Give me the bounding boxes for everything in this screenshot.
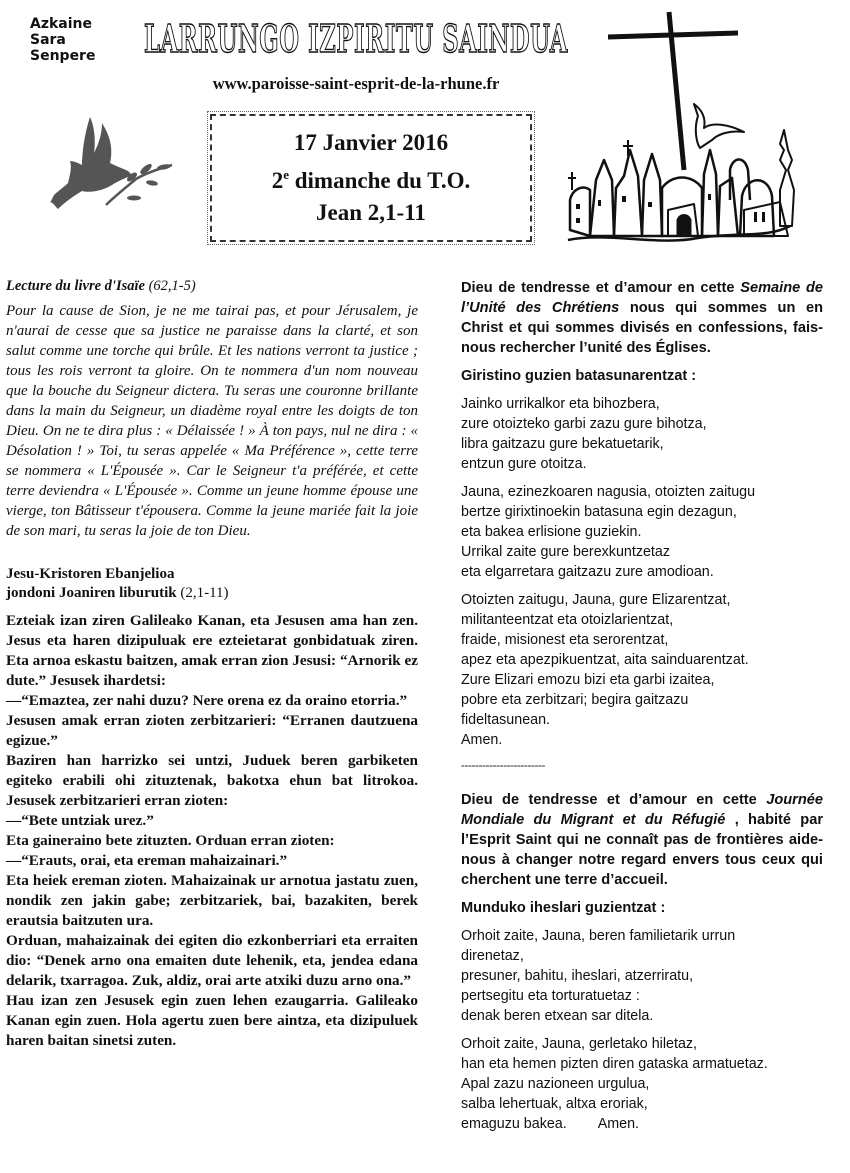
gospel-paragraph: —“Emaztea, zer nahi duzu? Nere orena ez da oraino etorria.” [6, 692, 408, 709]
migrants-intro-b: , habité par l’Esprit Saint qui ne connaît pas de frontières aide-nous à changer notre regard envers tous ceux qui cherchent une terre d’accueil. [461, 812, 823, 888]
masthead-text: LARRUNGO IZPIRITU SAINDUA [144, 16, 568, 61]
gospel-paragraph: Baziren han harrizko sei untzi, Juduek beren garbiketen egiteko erabili ohi zituztenak, bakotxa ehun bat litrokoa. Jesusek zerbitzarieri erran zioten: [6, 752, 418, 809]
unity-intro [461, 278, 823, 358]
prayer-line: Orhoit zaite, Jauna, gerletako hiletaz, [461, 1036, 698, 1052]
migrants-prayer-heading: Munduko iheslari guzientzat : [461, 900, 666, 916]
cross-city-icon [568, 0, 850, 270]
prayer-stanza [461, 482, 823, 582]
unity-intro-a: Dieu de tendresse et d’amour en cette [461, 280, 735, 296]
unity-intro-emphasis: Semaine de l’Unité des Chrétiens [461, 280, 823, 316]
prayer-stanza [461, 1034, 823, 1134]
village-name: Sara [30, 32, 66, 48]
migrants-intro-a: Dieu de tendresse et d’amour en cette [461, 792, 757, 808]
gospel-paragraph: Ezteiak izan ziren Galileako Kanan, eta Jesusen ama han zen. Jesus eta haren dizipuluak ere ezteietarat gonbidatuak ziren. Eta arnoa eskastu baitzen, amak erran zion Jesusi: “Arnorik ez dute.” Jesusek ihardetsi: [6, 612, 418, 689]
gospel-paragraph: Eta gaineraino bete zituzten. Orduan erran zioten: [6, 832, 335, 849]
gospel-paragraph: Orduan, mahaizainak dei egiten dio ezkonberriari eta erraiten dio: “Denek arno ona emaiten dute lehenik, eta, jendea edana delarik, txarragoa. Zuk, aldiz, orai arte atxiki duzu arno ona.” [6, 932, 418, 989]
gospel-paragraph: —“Bete untziak urez.” [6, 812, 154, 829]
prayer-line: Urrikal zaite gure berexkuntzetaz [461, 544, 670, 560]
gospel-paragraph: Hau izan zen Jesusek egin zuen lehen ezaugarria. Galileako Kanan egin zuen. Hola agertu zuen bere aintza, eta dizipuluek haren baitan sinetsi zuten. [6, 992, 418, 1049]
prayer-line: presuner, bahitu, iheslari, atzerriratu, [461, 968, 694, 984]
prayer-line: eta elgarretara gaitzazu zure amodioan. [461, 564, 714, 580]
sunday-number: 2 [271, 168, 284, 193]
prayer-line: denak beren etxean sar ditela. [461, 1008, 654, 1024]
first-reading-text: Pour la cause de Sion, je ne me tairai pas, et pour Jérusalem, je n'aurai de cesse que sa justice ne paraisse dans la clarté, et son salut comme une torche qui brûle. Et les nations verront ta justice ; tous les rois verront ta gloire. On te nommera d'un nom nouveau que la bouche du Seigneur dictera. Tu seras une couronne brillante dans la main du Seigneur, un diadème royal entre les doigts de ton Dieu. On ne te dira plus : « Délaissée ! » À ton pays, nul ne dira : « Désolation ! » Toi, tu seras appelée « Ma Préférence », cette terre se nommera « L'Épousée ». Car le Seigneur t'a préférée, et cette terre deviendra « L'Épousée ». Comme un jeune homme épouse une vierge, ton Bâtisseur t'épousera. Comme la jeune mariée fait la joie de son mari, tu seras la joie de ton Dieu. [6, 303, 418, 539]
prayer-line: Orhoit zaite, Jauna, beren familietarik urrun [461, 928, 736, 944]
gospel-subtitle [6, 584, 418, 603]
prayer-line: militanteentzat eta otoizlarientzat, [461, 612, 674, 628]
prayer-stanza [461, 394, 823, 474]
gospel-paragraph: —“Erauts, orai, eta ereman mahaizainari.” [6, 852, 288, 869]
gospel-text [6, 611, 418, 1051]
village-name: Senpere [30, 48, 96, 64]
date-text: 17 Janvier 2016 [293, 130, 449, 155]
prayer-line: Jainko urrikalkor eta bihozbera, [461, 396, 660, 412]
prayer-line: eta bakea erlisione guziekin. [461, 524, 642, 540]
prayer-line: salba lehertuak, altxa eroriak, [461, 1096, 648, 1112]
prayer-line: han eta hemen pizten diren gataska armatuetaz. [461, 1056, 768, 1072]
prayer-line: fideltasunean. [461, 712, 551, 728]
prayer-line: Jauna, ezinezkoaren nagusia, otoizten zaitugu [461, 484, 756, 500]
gospel-reference: Jean 2,1-11 [316, 200, 426, 225]
prayer-line: Amen. [461, 732, 503, 748]
first-reading-ref: (62,1-5) [148, 278, 196, 294]
prayer-line: direnetaz, [461, 948, 524, 964]
prayer-line: pobre eta zerbitzari; begira gaitzazu [461, 692, 689, 708]
right-column [461, 278, 823, 1142]
prayer-line: fraide, misionest eta serorentzat, [461, 632, 669, 648]
dove-icon [24, 105, 174, 225]
first-reading-heading [6, 278, 418, 295]
prayer-line: libra gaitzazu gure bekatuetarik, [461, 436, 664, 452]
left-column [6, 278, 418, 1051]
date-box [210, 114, 532, 242]
prayer-line: apez eta apezpikuentzat, aita sainduarentzat. [461, 652, 749, 668]
prayer-stanza [461, 926, 823, 1026]
prayer-line: Zure Elizari emozu bizi eta garbi izaitea, [461, 672, 715, 688]
gospel-title: Jesu-Kristoren Ebanjelioa [6, 566, 175, 582]
gospel-heading [6, 565, 418, 603]
prayer-stanza [461, 590, 823, 750]
sunday-label: dimanche du T.O. [294, 168, 471, 193]
prayer-line: bertze girixtinoekin batasuna egin dezagun, [461, 504, 737, 520]
unity-intro-b: nous qui sommes un en Christ et qui sommes divisés en confessions, fais-nous rechercher l’unité des Églises. [461, 300, 823, 356]
prayer-line: Apal zazu nazioneen urgulua, [461, 1076, 650, 1092]
unity-prayer-heading: Giristino guzien batasunarentzat : [461, 368, 697, 384]
liturgical-sunday [272, 159, 471, 197]
gospel-paragraph: Jesusen amak erran zioten zerbitzarieri: “Erranen dautzuena egizue.” [6, 712, 418, 749]
prayer-line: emaguzu bakea. Amen. [461, 1116, 640, 1132]
section-separator: ------------------------ [461, 758, 545, 772]
website-url[interactable]: www.paroisse-saint-esprit-de-la-rhune.fr [212, 74, 500, 93]
parish-villages [30, 16, 95, 64]
migrants-intro [461, 790, 823, 890]
masthead-title [140, 14, 572, 60]
village-name: Azkaine [30, 16, 93, 32]
prayer-line: zure otoizteko garbi zazu gure bihotza, [461, 416, 707, 432]
sunday-ordinal: e [283, 167, 289, 182]
first-reading-title: Lecture du livre d'Isaïe [6, 278, 145, 294]
migrants-intro-emphasis: Journée Mondiale du Migrant et du Réfugié [461, 792, 823, 828]
gospel-ref: (2,1-11) [180, 585, 229, 601]
gospel-book: jondoni Joaniren liburutik [6, 585, 177, 601]
prayer-line: Otoizten zaitugu, Jauna, gure Elizarentzat, [461, 592, 731, 608]
gospel-paragraph: Eta heiek ereman zioten. Mahaizainak ur arnotua jastatu zuen, nondik zen jakin gabe; zerbitzariek, bai, bazakiten, berek erautsia baitzuten ura. [6, 872, 418, 929]
prayer-line: pertsegitu eta torturatuetaz : [461, 988, 640, 1004]
prayer-line: entzun gure otoitza. [461, 456, 587, 472]
